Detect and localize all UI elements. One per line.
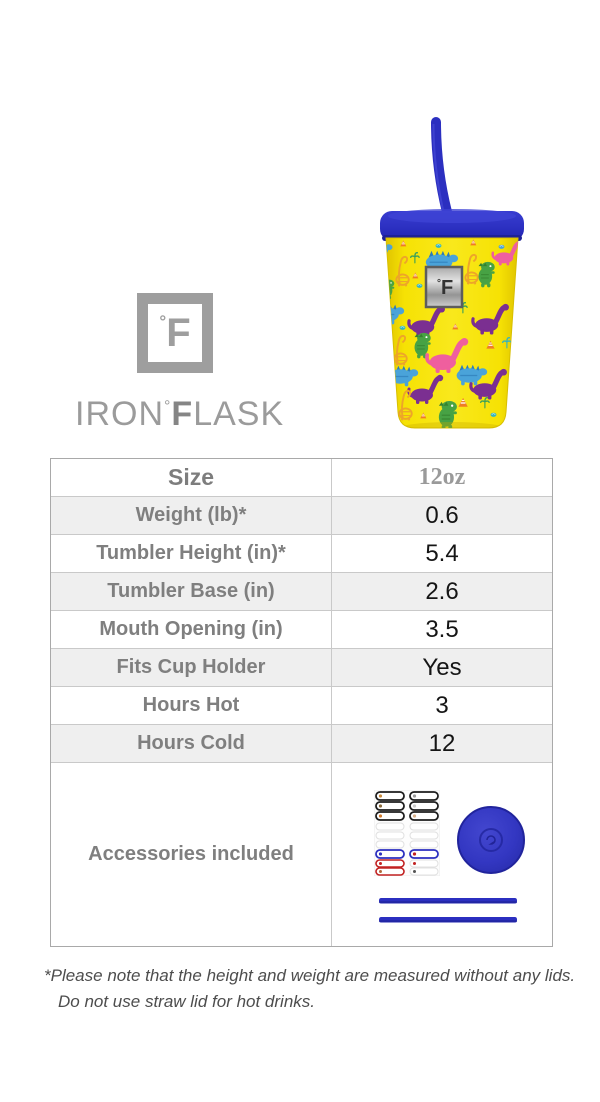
spec-row-weight [51,496,552,534]
logo-monogram [148,304,202,362]
cup-logo-letter: F [441,277,454,299]
spec-label: Mouth Opening (in) [99,618,283,640]
wordmark-lask: LASK [193,395,285,433]
brand-wordmark [75,395,285,433]
wordmark-degree: ° [164,398,172,415]
logo-letter: F [166,311,191,355]
spec-value: 2.6 [331,573,552,610]
spec-row-base [51,572,552,610]
accessories-label: Accessories included [88,843,294,865]
spec-value: 0.6 [331,497,552,534]
spec-label: Tumbler Height (in)* [96,542,286,564]
spec-label: Weight (lb)* [135,504,247,526]
tumbler-image [352,112,532,437]
spec-value: 12 [331,725,552,762]
cup-logo-plate [426,267,462,307]
spec-label: Hours Cold [137,732,245,754]
spec-label: Hours Hot [142,694,240,716]
spec-row-height [51,534,552,572]
spec-value: Yes [331,649,552,686]
footnote-line2: Do not use straw lid for hot drinks. [58,992,316,1011]
footnote [44,963,584,1015]
spec-row-hours-hot [51,686,552,724]
straw-lid-image [456,805,526,875]
logo-degree: ° [159,312,167,331]
straws-image [378,896,518,926]
sticker-sheet-image [374,790,440,876]
spec-row-hours-cold [51,724,552,762]
spec-value: 3.5 [331,611,552,648]
spec-label: Tumbler Base (in) [107,580,275,602]
spec-label: Fits Cup Holder [116,656,266,678]
spec-row-size [51,459,552,496]
spec-header-label: Size [167,464,215,490]
accessories-images [331,763,552,946]
wordmark-f: F [171,395,194,433]
cup-logo-degree: ° [437,278,441,289]
spec-row-accessories [51,762,552,946]
footnote-line1: *Please note that the height and weight are measured without any lids. [44,966,576,985]
spec-value: 3 [331,687,552,724]
spec-value: 5.4 [331,535,552,572]
lid [380,209,524,241]
spec-table [50,458,553,947]
spec-row-mouth [51,610,552,648]
spec-row-cupholder [51,648,552,686]
brand-logo [75,293,285,433]
wordmark-iron: IRON [75,395,164,433]
spec-header-value: 12oz [331,459,552,496]
logo-square-icon [137,293,213,373]
